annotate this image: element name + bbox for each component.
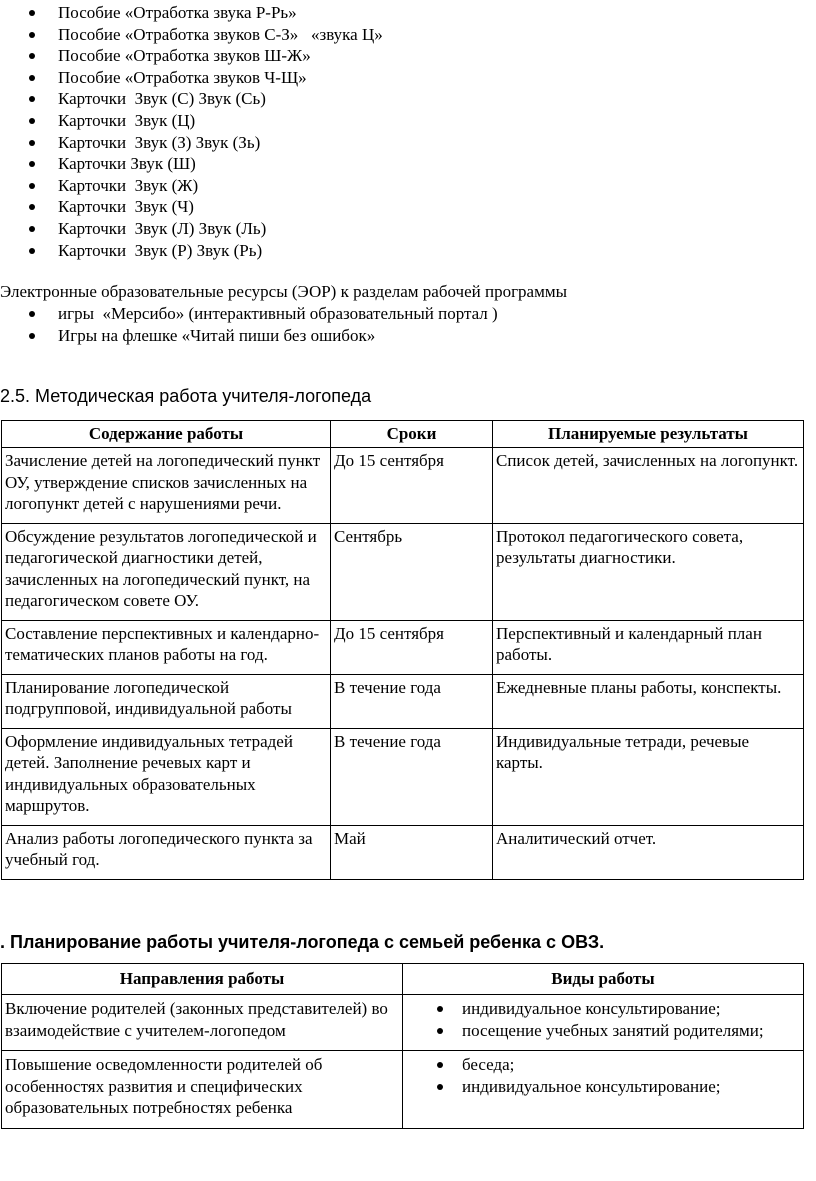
table-header-row — [2, 421, 804, 448]
list-item-text: Карточки Звук (Ж) — [58, 175, 199, 195]
list-item — [0, 218, 383, 240]
list-item-text: игры «Мерсибо» (интерактивный образовательный портал ) — [58, 304, 498, 323]
family-work-table — [1, 963, 804, 1129]
table-row — [2, 620, 804, 674]
bullet-icon — [437, 1006, 443, 1012]
table-row — [2, 674, 804, 728]
kinds-list — [406, 998, 800, 1041]
table-row — [2, 825, 804, 879]
list-item — [0, 67, 383, 89]
table-header-row — [2, 964, 804, 995]
list-item-text: беседа; — [462, 1055, 515, 1074]
column-header-content: Содержание работы — [2, 421, 331, 448]
bullet-icon — [29, 32, 35, 38]
cell-result: Ежедневные планы работы, конспекты. — [493, 674, 804, 728]
list-item — [0, 196, 383, 218]
column-header-direction: Направления работы — [2, 964, 403, 995]
table-row — [2, 1051, 804, 1129]
table-row — [2, 523, 804, 620]
bullet-icon — [29, 10, 35, 16]
cell-direction: Включение родителей (законных представителей) во взаимодействие с учителем-логопедом — [2, 995, 403, 1051]
methodical-work-heading: 2.5. Методическая работа учителя-логопеда — [0, 386, 372, 406]
bullet-icon — [29, 311, 35, 317]
bullet-icon — [29, 204, 35, 210]
cell-term: В течение года — [331, 674, 493, 728]
list-item — [0, 45, 383, 67]
list-item-text: Карточки Звук (Л) Звук (Ль) — [58, 218, 267, 238]
cell-term: До 15 сентября — [331, 448, 493, 524]
cell-term: До 15 сентября — [331, 620, 493, 674]
cell-result: Список детей, зачисленных на логопункт. — [493, 448, 804, 524]
bullet-icon — [437, 1084, 443, 1090]
cell-result: Индивидуальные тетради, речевые карты. — [493, 728, 804, 825]
column-header-term: Сроки — [331, 421, 493, 448]
cell-kinds — [403, 995, 804, 1051]
eor-heading: Электронные образовательные ресурсы (ЭОР) к разделам рабочей программы — [0, 282, 568, 301]
cell-content: Анализ работы логопедического пункта за учебный год. — [2, 825, 331, 879]
list-item-text: Карточки Звук (Ч) — [58, 197, 194, 217]
list-item — [0, 88, 383, 110]
column-header-result: Планируемые результаты — [493, 421, 804, 448]
cell-term: В течение года — [331, 728, 493, 825]
bullet-icon — [29, 161, 35, 167]
list-item — [406, 1020, 800, 1042]
list-item — [406, 1054, 800, 1076]
bullet-icon — [29, 53, 35, 59]
cell-direction: Повышение осведомленности родителей об особенностях развития и специфических образовательных потребностях ребенка — [2, 1051, 403, 1129]
cell-content: Составление перспективных и календарно-тематических планов работы на год. — [2, 620, 331, 674]
list-item-text: Пособие «Отработка звуков С-З» «звука Ц» — [58, 24, 383, 44]
list-item-text: Пособие «Отработка звука Р-Рь» — [58, 3, 297, 22]
list-item — [0, 132, 383, 154]
list-item-text: Карточки Звук (З) Звук (Зь) — [58, 132, 261, 152]
list-item — [0, 110, 383, 132]
list-item — [0, 303, 498, 325]
list-item — [0, 175, 383, 197]
materials-list — [0, 2, 383, 261]
bullet-icon — [437, 1062, 443, 1068]
cell-content: Обсуждение результатов логопедической и педагогической диагностики детей, зачисленных на логопедический пункт, на педагогическом совете ОУ. — [2, 523, 331, 620]
list-item-text: Пособие «Отработка звуков Ш-Ж» — [58, 46, 311, 66]
list-item-text: Карточки Звук (С) Звук (Сь) — [58, 89, 266, 109]
cell-kinds — [403, 1051, 804, 1129]
list-item — [0, 325, 498, 347]
bullet-icon — [29, 96, 35, 102]
list-item-text: Карточки Звук (Ц) — [58, 110, 196, 130]
list-item — [0, 24, 383, 46]
eor-list — [0, 303, 498, 347]
list-item-text: посещение учебных занятий родителями; — [462, 1020, 764, 1040]
bullet-icon — [29, 183, 35, 189]
bullet-icon — [29, 118, 35, 124]
list-item — [406, 998, 800, 1020]
cell-result: Аналитический отчет. — [493, 825, 804, 879]
list-item — [0, 2, 383, 24]
list-item-text: Пособие «Отработка звуков Ч-Щ» — [58, 67, 307, 87]
cell-term: Сентябрь — [331, 523, 493, 620]
list-item — [406, 1076, 800, 1098]
bullet-icon — [29, 248, 35, 254]
list-item-text: Карточки Звук (Ш) — [58, 154, 196, 174]
kinds-list — [406, 1054, 800, 1097]
cell-term: Май — [331, 825, 493, 879]
cell-result: Протокол педагогического совета, результаты диагностики. — [493, 523, 804, 620]
column-header-kinds: Виды работы — [403, 964, 804, 995]
family-work-heading: . Планирование работы учителя-логопеда с семьей ребенка с ОВЗ. — [0, 932, 605, 952]
bullet-icon — [29, 333, 35, 339]
cell-result: Перспективный и календарный план работы. — [493, 620, 804, 674]
list-item — [0, 240, 383, 262]
bullet-icon — [29, 226, 35, 232]
list-item-text: индивидуальное консультирование; — [462, 1076, 721, 1096]
cell-content: Зачисление детей на логопедический пункт ОУ, утверждение списков зачисленных на логопункт детей с нарушениями речи. — [2, 448, 331, 524]
table-row — [2, 995, 804, 1051]
methodical-work-table — [1, 420, 804, 880]
list-item-text: Игры на флешке «Читай пиши без ошибок» — [58, 326, 376, 345]
cell-content: Планирование логопедической подгрупповой, индивидуальной работы — [2, 674, 331, 728]
table-row — [2, 448, 804, 524]
list-item — [0, 153, 383, 175]
list-item-text: индивидуальное консультирование; — [462, 999, 721, 1018]
cell-content: Оформление индивидуальных тетрадей детей. Заполнение речевых карт и индивидуальных образовательных маршрутов. — [2, 728, 331, 825]
list-item-text: Карточки Звук (Р) Звук (Рь) — [58, 240, 263, 260]
bullet-icon — [29, 75, 35, 81]
bullet-icon — [29, 140, 35, 146]
table-row — [2, 728, 804, 825]
bullet-icon — [437, 1028, 443, 1034]
